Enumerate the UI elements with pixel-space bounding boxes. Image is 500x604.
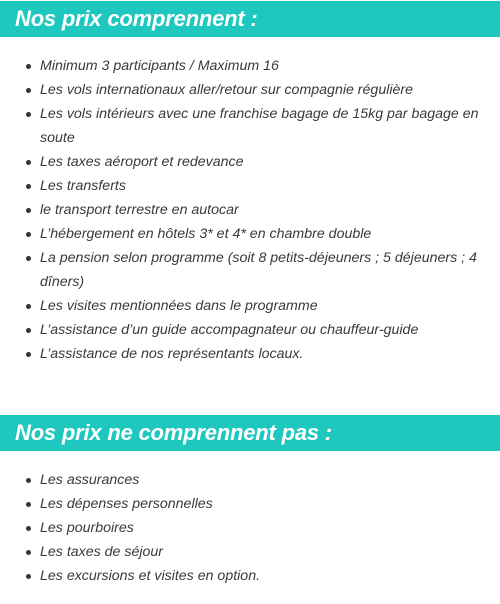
list-item bbox=[0, 222, 500, 246]
list-item-text: Les taxes de séjour bbox=[40, 544, 164, 560]
excluded-title: Nos prix ne comprennent pas : bbox=[15, 420, 332, 445]
list-item bbox=[0, 102, 500, 150]
bullet-icon bbox=[26, 478, 31, 483]
excluded-header bbox=[0, 415, 500, 451]
bullet-icon bbox=[26, 256, 31, 261]
list-item-text: Les assurances bbox=[40, 472, 140, 488]
list-item bbox=[0, 198, 500, 222]
list-item bbox=[0, 318, 500, 342]
included-title: Nos prix comprennent : bbox=[15, 6, 258, 31]
list-item bbox=[0, 174, 500, 198]
list-item bbox=[0, 468, 500, 492]
bullet-icon bbox=[26, 328, 31, 333]
bullet-icon bbox=[26, 112, 31, 117]
list-item-text: L’assistance de nos représentants locaux. bbox=[40, 346, 304, 362]
list-item-text: L’assistance d’un guide accompagnateur ou chauffeur-guide bbox=[40, 322, 419, 338]
bullet-icon bbox=[26, 160, 31, 165]
list-item bbox=[0, 342, 500, 366]
bullet-icon bbox=[26, 88, 31, 93]
bullet-icon bbox=[26, 232, 31, 237]
list-item-text: Les visites mentionnées dans le programme bbox=[40, 298, 318, 314]
bullet-icon bbox=[26, 526, 31, 531]
list-item-text: Les excursions et visites en option. bbox=[40, 568, 261, 584]
included-header bbox=[0, 1, 500, 37]
list-item bbox=[0, 54, 500, 78]
list-item bbox=[0, 492, 500, 516]
excluded-section bbox=[0, 415, 500, 588]
list-item bbox=[0, 540, 500, 564]
bullet-icon bbox=[26, 208, 31, 213]
list-item bbox=[0, 246, 500, 294]
bullet-icon bbox=[26, 502, 31, 507]
list-item-text: Les transferts bbox=[40, 178, 126, 194]
list-item-text: Les pourboires bbox=[40, 520, 134, 536]
list-item-text: L’hébergement en hôtels 3* et 4* en chambre double bbox=[40, 226, 372, 242]
list-item bbox=[0, 150, 500, 174]
list-item-text: Les vols intérieurs avec une franchise bagage de 15kg par bagage en soute bbox=[40, 106, 479, 146]
list-item-text: le transport terrestre en autocar bbox=[40, 202, 239, 218]
list-item-text: Les vols internationaux aller/retour sur compagnie régulière bbox=[40, 82, 414, 98]
list-item-text: La pension selon programme (soit 8 petits-déjeuners ; 5 déjeuners ; 4 dîners) bbox=[40, 250, 477, 290]
bullet-icon bbox=[26, 352, 31, 357]
bullet-icon bbox=[26, 550, 31, 555]
list-item-text: Minimum 3 participants / Maximum 16 bbox=[40, 58, 279, 74]
list-item-text: Les taxes aéroport et redevance bbox=[40, 154, 244, 170]
list-item bbox=[0, 564, 500, 588]
bullet-icon bbox=[26, 184, 31, 189]
bullet-icon bbox=[26, 64, 31, 69]
list-item bbox=[0, 294, 500, 318]
included-list bbox=[0, 54, 500, 366]
list-item bbox=[0, 78, 500, 102]
bullet-icon bbox=[26, 304, 31, 309]
list-item bbox=[0, 516, 500, 540]
bullet-icon bbox=[26, 574, 31, 579]
excluded-list bbox=[0, 468, 500, 588]
list-item-text: Les dépenses personnelles bbox=[40, 496, 213, 512]
